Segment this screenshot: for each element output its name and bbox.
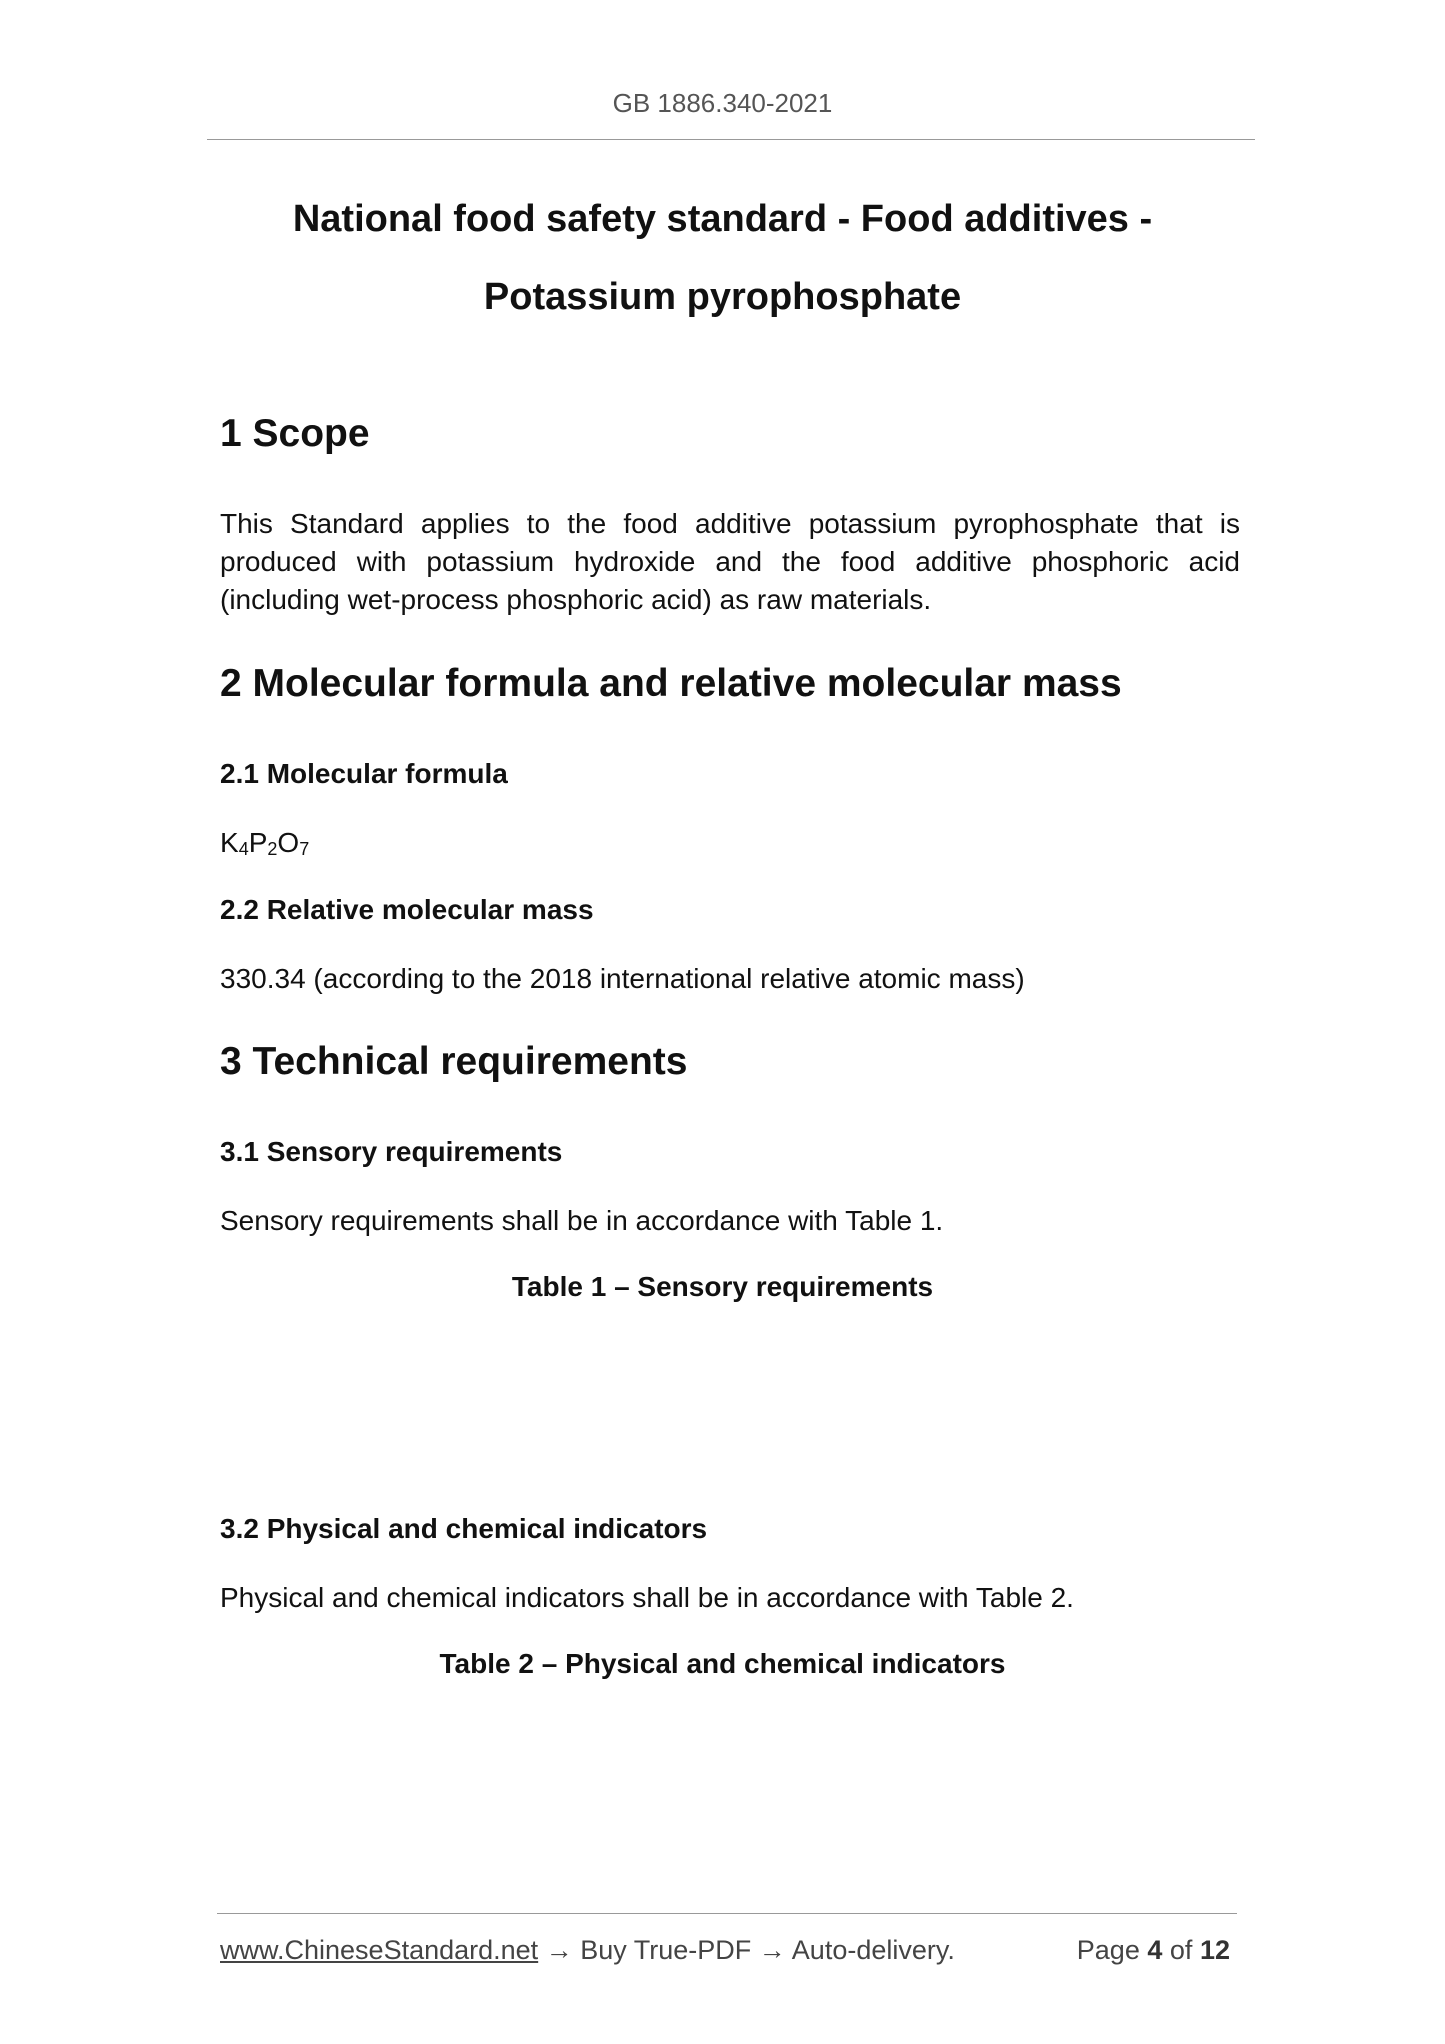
molecular-formula [220, 824, 1240, 868]
arrow-icon: → [545, 1935, 573, 1965]
page-total: 12 [1199, 1935, 1230, 1965]
formula-element-p: P [248, 827, 268, 858]
formula-subscript-o: 7 [299, 839, 310, 859]
molecular-formula-heading: 2.1 Molecular formula [220, 758, 508, 789]
molecular-mass-heading: 2.2 Relative molecular mass [220, 894, 594, 925]
arrow-icon: → [758, 1935, 786, 1965]
page-label: Page [1076, 1935, 1140, 1965]
scope-heading: 1 Scope [220, 412, 370, 455]
document-title-line-2: Potassium pyrophosphate [483, 276, 962, 318]
page-indicator [1077, 1935, 1230, 1966]
footer-promo [220, 1935, 955, 1966]
table-2-caption: Table 2 – Physical and chemical indicators [439, 1648, 1006, 1679]
delivery-text: Auto-delivery. [791, 1935, 955, 1965]
sensory-paragraph: Sensory requirements shall be in accordance with Table 1. [220, 1205, 944, 1236]
sensory-heading: 3.1 Sensory requirements [220, 1136, 563, 1167]
molecular-mass-paragraph: 330.34 (according to the 2018 international relative atomic mass) [220, 963, 1025, 994]
formula-element-k: K [220, 827, 239, 858]
running-header: GB 1886.340-2021 [612, 88, 833, 118]
formula-subscript-k: 4 [238, 839, 249, 859]
molecular-heading: 2 Molecular formula and relative molecular mass [220, 662, 1122, 705]
physchem-heading: 3.2 Physical and chemical indicators [220, 1513, 708, 1544]
document-title [0, 180, 1445, 336]
technical-heading: 3 Technical requirements [220, 1040, 688, 1083]
formula-element-o: O [277, 827, 300, 858]
header-divider [207, 139, 1255, 140]
page-current: 4 [1147, 1935, 1163, 1965]
scope-paragraph: This Standard applies to the food additive potassium pyrophosphate that is produced with potassium hydroxide and the food additive phosphoric acid (including wet-process phosphoric acid) as raw materials. [220, 508, 1240, 615]
site-link[interactable]: www.ChineseStandard.net [220, 1935, 539, 1965]
document-title-line-1: National food safety standard - Food additives - [292, 198, 1153, 240]
formula-subscript-p: 2 [267, 839, 278, 859]
table-1-caption: Table 1 – Sensory requirements [511, 1271, 934, 1302]
footer-divider [217, 1913, 1237, 1914]
buy-text: Buy True-PDF [580, 1935, 752, 1965]
page-of: of [1169, 1935, 1193, 1965]
physchem-paragraph: Physical and chemical indicators shall be in accordance with Table 2. [220, 1582, 1074, 1613]
